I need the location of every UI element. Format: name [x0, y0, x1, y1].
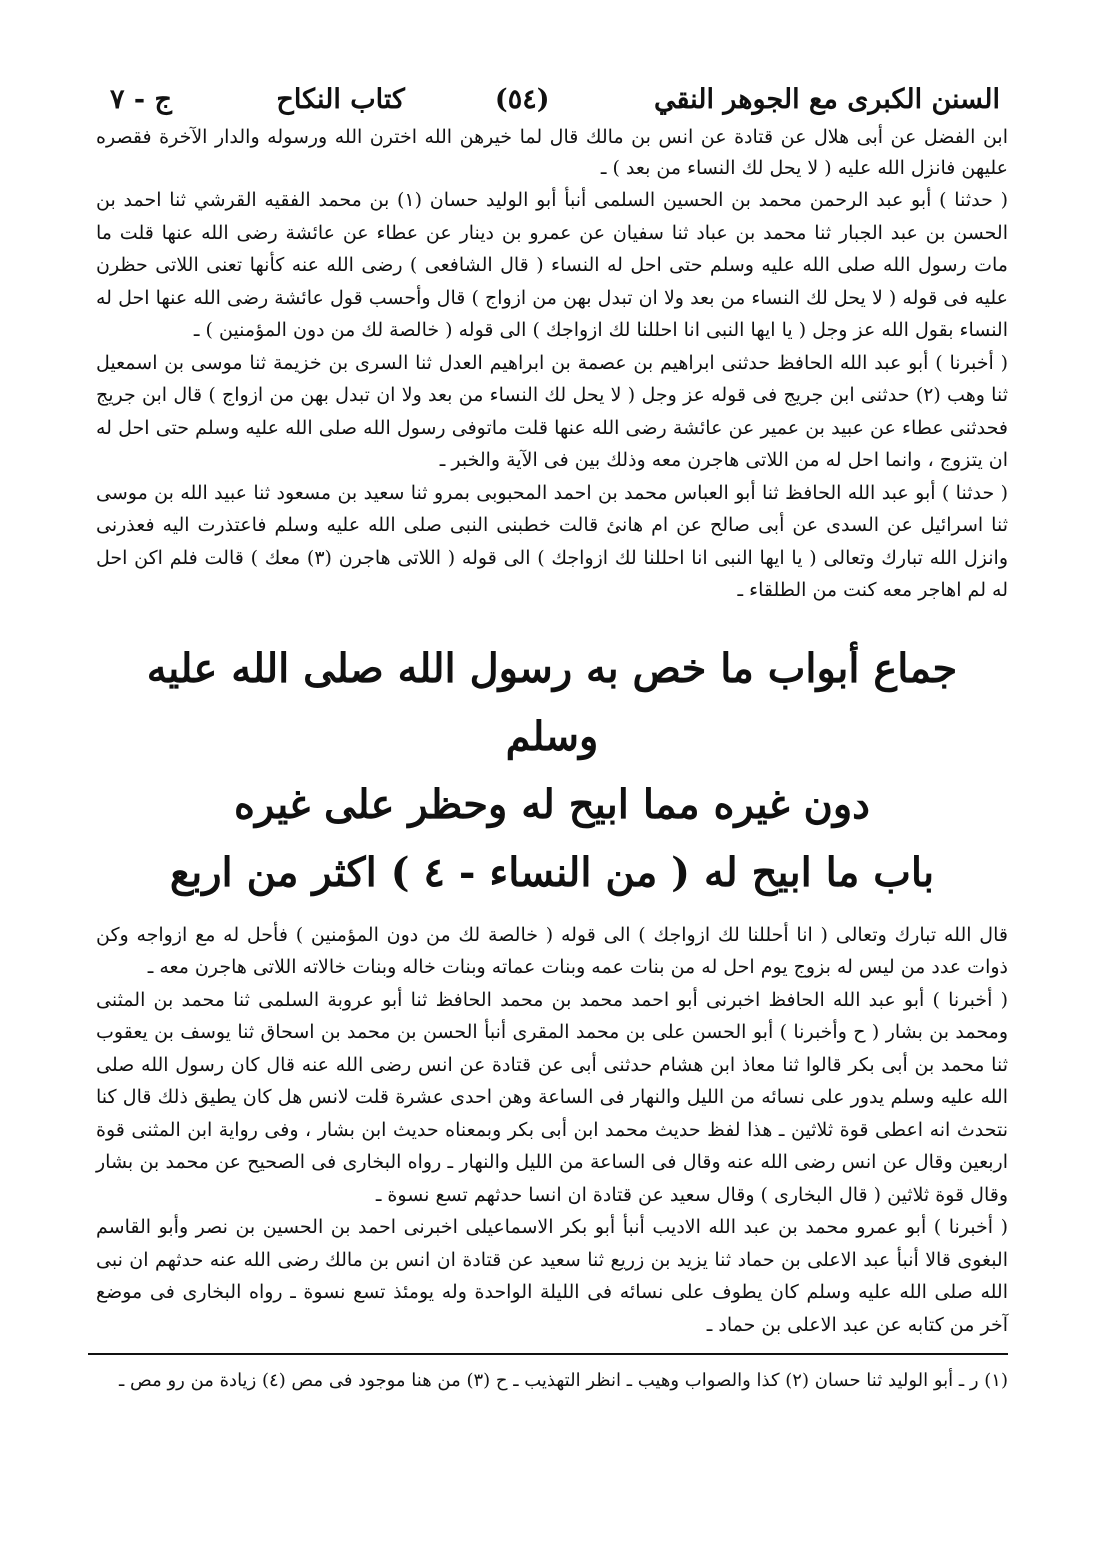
paragraph: ابن الفضل عن أبى هلال عن قتادة عن انس بن مالك قال لما خيرهن الله اخترن الله ورسوله والدار الآخرة فقصره عليهن فانزل الله عليه ( لا يحل لك النساء من بعد ) ـ — [96, 126, 1008, 179]
chapter-title: جماع أبواب ما خص به رسول الله صلى الله عليه وسلم — [146, 644, 958, 760]
document-page — [96, 78, 1008, 1398]
paragraph: ( حدثنا ) أبو عبد الله الحافظ ثنا أبو العباس محمد بن احمد المحبوبى بمرو ثنا سعيد بن مسعود ثنا عبيد الله بن موسى ثنا اسرائيل عن السدى عن أبى صالح عن ام هانئ قالت خطبنى النبى صلى الله عليه وسلم فاعتذرت اليه فعذرنى وانزل الله تبارك وتعالى ( يا ايها النبى انا احللنا لك ازواجك ) الى قوله ( اللاتى هاجرن (٣) معك ) قالت فلم اكن احل له لم اهاجر معه كنت من الطلقاء ـ — [96, 481, 1008, 601]
paragraph: ( أخبرنا ) أبو عمرو محمد بن عبد الله الاديب أنبأ أبو بكر الاسماعيلى اخبرنى احمد بن الحسين بن نصر وأبو القاسم البغوى قالا أنبأ عبد الاعلى بن حماد ثنا يزيد بن زريع ثنا سعيد عن قتادة ان انس بن مالك رضى الله عنه حدثهم ان نبى الله صلى الله عليه وسلم كان يطوف على نسائه فى الليلة الواحدة وله يومئذ تسع نسوة ـ رواه البخارى فى موضع آخر من كتابه عن عبد الاعلى بن حماد ـ — [96, 1216, 1008, 1336]
footnote: (١) ر ـ أبو الوليد ثنا حسان (٢) كذا والصواب وهيب ـ انظر التهذيب ـ ح (٣) من هنا موجود فى مص (٤) زيادة من رو مص ـ — [119, 1370, 1008, 1391]
footnote-divider — [88, 1353, 1008, 1355]
paragraph: ( أخبرنا ) أبو عبد الله الحافظ اخبرنى أبو احمد محمد بن محمد الحافظ ثنا أبو عروبة السلمى ثنا محمد بن المثنى ومحمد بن بشار ( ح وأخبرنا ) أبو الحسن على بن محمد المقرى أنبأ الحسن بن محمد بن اسحاق ثنا يوسف بن يعقوب ثنا محمد بن أبى بكر قالوا ثنا معاذ ابن هشام حدثنى أبى عن قتادة عن انس رضى الله عنه قال كان رسول الله صلى الله عليه وسلم يدور على نسائه من الليل والنهار فى الساعة وهن احدى عشرة قلت لانس هل كان يطيق ذلك قال كنا نتحدث انه اعطى قوة ثلاثين ـ هذا لفظ حديث محمد ابن أبى بكر وبمعناه حديث ابن بشار ، وفى رواية ابن المثنى قوة اربعين وقال عن انس رضى الله عنه وقال فى الساعة من الليل والنهار ـ رواه البخارى فى الصحيح عن محمد بن بشار وقال قوة ثلاثين ( قال البخارى ) وقال سعيد عن قتادة ان انسا حدثهم تسع نسوة ـ — [96, 988, 1008, 1206]
running-header — [96, 78, 1008, 122]
paragraph: ( أخبرنا ) أبو عبد الله الحافظ حدثنى ابراهيم بن عصمة بن ابراهيم العدل ثنا السرى بن خزيمة ثنا موسى بن اسمعيل ثنا وهب (٢) حدثنى ابن جريج فى قوله عز وجل ( لا يحل لك النساء من بعد ولا ان تبدل بهن من ازواج ) قال ابن جريج فحدثنى عطاء عن عبيد بن عمير عن عائشة رضى الله عنها قلت ماتوفى رسول الله صلى الله عليه وسلم حتى احل له ان يتزوج ، وانما احل له من اللاتى هاجرن معه وذلك بين فى الآية والخبر ـ — [96, 351, 1008, 471]
header-center — [276, 78, 549, 122]
section-heading: باب ما ابيح له ( من النساء - ٤ ) اكثر من اربع — [169, 848, 935, 896]
section-title: كتاب النكاح — [276, 84, 405, 115]
paragraph: قال الله تبارك وتعالى ( انا أحللنا لك ازواجك ) الى قوله ( خالصة لك من دون المؤمنين ) فأحل له مع ازواجه وكن ذوات عدد من ليس له بزوج يوم احل له من بنات عمه وبنات عماته وبنات خاله وبنات خالاته اللاتى هاجرن معه ـ — [96, 923, 1008, 978]
chapter-subtitle: دون غيره مما ابيح له وحظر على غيره — [234, 780, 870, 828]
page-number: (٥٤) — [494, 84, 550, 115]
volume-label: ج - ٧ — [110, 84, 172, 115]
book-title: السنن الكبرى مع الجوهر النقي — [653, 84, 1000, 115]
paragraph: ( حدثنا ) أبو عبد الرحمن محمد بن الحسين السلمى أنبأ أبو الوليد حسان (١) بن محمد الفقيه القرشي ثنا احمد بن الحسن بن عبد الجبار ثنا محمد بن عباد ثنا سفيان عن عمرو بن دينار عن عطاء عن عائشة رضى الله عنها قلت ما مات رسول الله صلى الله عليه وسلم حتى احل له النساء ( قال الشافعى ) رضى الله عنه كأنها تعنى اللاتى حظرن عليه فى قوله ( لا يحل لك النساء من بعد ولا ان تبدل بهن من ازواج ) قال وأحسب قول عائشة رضى الله عنها احل له النساء بقول الله عز وجل ( يا ايها النبى انا احللنا لك ازواجك ) الى قوله ( خالصة لك من دون المؤمنين ) ـ — [96, 189, 1008, 341]
